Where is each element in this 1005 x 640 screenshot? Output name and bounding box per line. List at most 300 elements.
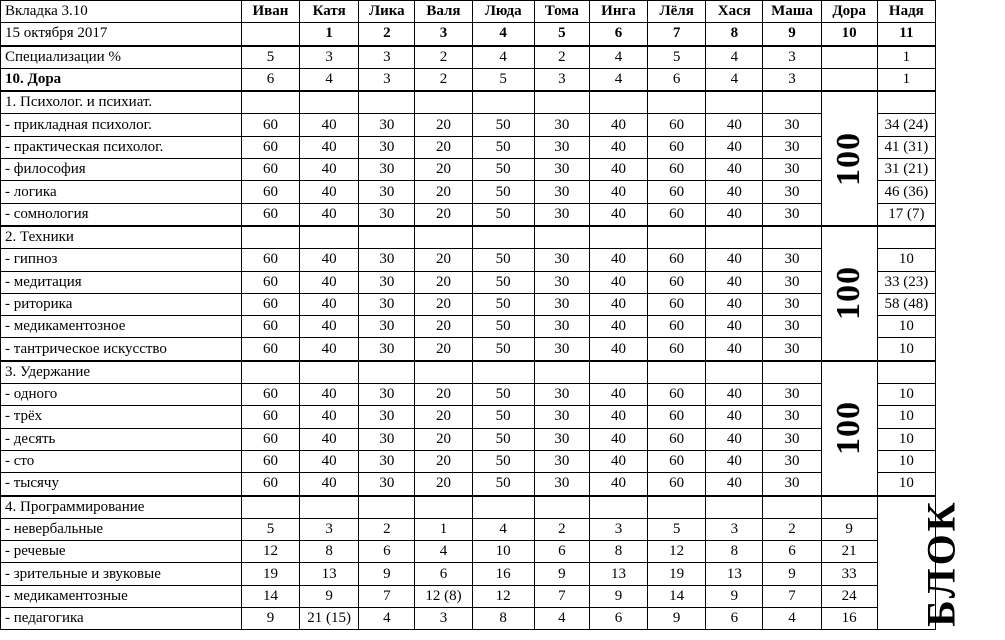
value-cell: 14 [648,585,706,607]
value-cell: 40 [589,450,647,472]
number-cell: 7 [648,23,706,46]
value-cell: 40 [706,203,763,226]
value-cell: 7 [359,585,415,607]
value-cell: 60 [241,406,299,428]
number-cell: 3 [415,23,472,46]
value-cell: 3 [300,518,359,540]
value-cell: 30 [534,249,589,271]
value-cell: 30 [763,159,821,181]
empty-cell [300,496,359,519]
value-cell: 40 [706,249,763,271]
empty-cell [359,226,415,249]
value-cell: 30 [359,450,415,472]
value-cell: 60 [241,136,299,158]
value-cell: 40 [706,428,763,450]
value-cell: 3 [415,608,472,630]
value-cell: 6 [534,541,589,563]
dora-value: 5 [472,68,534,91]
value-cell: 3 [589,518,647,540]
number-cell: 2 [359,23,415,46]
number-cell: 9 [763,23,821,46]
value-cell: 4 [472,518,534,540]
value-cell: 30 [359,473,415,496]
value-cell: 6 [589,608,647,630]
row-label: - одного [1,384,242,406]
value-cell: 5 [241,518,299,540]
value-cell: 60 [648,271,706,293]
value-cell: 30 [359,293,415,315]
value-cell: 40 [300,473,359,496]
value-cell: 16 [821,608,877,630]
name-cell: Валя [415,1,472,23]
row-label: - практическая психолог. [1,136,242,158]
section-title-row [1,91,936,114]
value-cell: 40 [300,114,359,136]
value-cell: 9 [300,585,359,607]
value-cell: 30 [763,450,821,472]
value-cell: 60 [241,450,299,472]
merged-label: 100 [830,266,868,321]
section-title-row [1,496,936,519]
value-cell: 40 [589,159,647,181]
row-label: - десять [1,428,242,450]
value-cell: 50 [472,159,534,181]
spec-value: 4 [589,46,647,69]
empty-cell [877,361,935,384]
row-label: - педагогика [1,608,242,630]
value-cell: 40 [589,384,647,406]
row-label: - сто [1,450,242,472]
name-cell: Хася [706,1,763,23]
value-cell: 2 [359,518,415,540]
row-label: - гипноз [1,249,242,271]
value-cell: 30 [359,181,415,203]
value-cell: 50 [472,428,534,450]
value-cell-last: 10 [877,384,935,406]
value-cell: 9 [241,608,299,630]
row-label: - философия [1,159,242,181]
value-cell: 5 [648,518,706,540]
value-cell: 30 [359,428,415,450]
value-cell-last: 34 (24) [877,114,935,136]
value-cell: 40 [706,450,763,472]
row-label: - медикаментозные [1,585,242,607]
dora-value: 4 [300,68,359,91]
value-cell: 60 [648,159,706,181]
value-cell: 1 [415,518,472,540]
name-cell: Надя [877,1,935,23]
value-cell: 4 [359,608,415,630]
value-cell: 60 [241,114,299,136]
value-cell: 30 [359,136,415,158]
empty-cell [300,361,359,384]
value-cell: 50 [472,406,534,428]
value-cell: 40 [589,203,647,226]
value-cell: 13 [300,563,359,585]
merged-100-cell [821,361,877,496]
value-cell: 40 [706,338,763,361]
table-row [1,473,936,496]
spec-value: 2 [534,46,589,69]
number-cell: 5 [534,23,589,46]
value-cell: 20 [415,249,472,271]
section-title-row [1,226,936,249]
dora-value: 3 [359,68,415,91]
row-label: - невербальные [1,518,242,540]
empty-cell [534,226,589,249]
empty-cell [472,361,534,384]
empty-cell [534,91,589,114]
value-cell: 60 [648,384,706,406]
empty-cell [300,226,359,249]
value-cell: 40 [706,293,763,315]
value-cell: 20 [415,136,472,158]
value-cell: 30 [763,271,821,293]
value-cell: 50 [472,316,534,338]
table-row [1,608,936,630]
name-cell: Иван [241,1,299,23]
empty-cell [472,91,534,114]
value-cell: 24 [821,585,877,607]
value-cell: 60 [648,181,706,203]
value-cell: 40 [300,428,359,450]
value-cell: 30 [534,293,589,315]
value-cell: 60 [241,473,299,496]
empty-cell [648,496,706,519]
empty-cell [648,226,706,249]
value-cell: 12 [241,541,299,563]
value-cell: 6 [706,608,763,630]
empty-cell [472,496,534,519]
value-cell: 30 [763,338,821,361]
value-cell: 40 [589,428,647,450]
row-label: - тысячу [1,473,242,496]
value-cell: 30 [534,384,589,406]
value-cell: 20 [415,338,472,361]
value-cell: 40 [589,316,647,338]
row-label: - медитация [1,271,242,293]
value-cell: 30 [763,406,821,428]
value-cell: 40 [300,384,359,406]
value-cell: 9 [648,608,706,630]
section-title-row [1,361,936,384]
value-cell: 9 [359,563,415,585]
value-cell: 40 [300,406,359,428]
spec-value: 4 [706,46,763,69]
number-cell: 11 [877,23,935,46]
table-row [1,293,936,315]
value-cell-last: 10 [877,406,935,428]
value-cell: 50 [472,203,534,226]
value-cell: 40 [706,271,763,293]
value-cell: 9 [763,563,821,585]
value-cell: 40 [589,293,647,315]
number-cell: 6 [589,23,647,46]
spec-label: Специализации % [1,46,242,69]
value-cell: 12 (8) [415,585,472,607]
value-cell-last: 10 [877,316,935,338]
spec-value: 1 [877,46,935,69]
value-cell: 3 [706,518,763,540]
value-cell: 50 [472,473,534,496]
spec-row [1,46,936,69]
value-cell-last: 46 (36) [877,181,935,203]
value-cell: 33 [821,563,877,585]
value-cell: 60 [241,293,299,315]
value-cell-last: 10 [877,473,935,496]
value-cell: 40 [300,249,359,271]
value-cell: 60 [241,159,299,181]
value-cell: 60 [241,428,299,450]
value-cell: 30 [534,159,589,181]
spec-value: 5 [241,46,299,69]
value-cell: 40 [706,384,763,406]
value-cell: 4 [534,608,589,630]
table-row [1,181,936,203]
name-cell: Дора [821,1,877,23]
value-cell: 40 [300,293,359,315]
table-row [1,541,936,563]
empty-cell [534,361,589,384]
value-cell: 40 [589,114,647,136]
value-cell: 40 [706,473,763,496]
value-cell: 20 [415,450,472,472]
value-cell: 20 [415,473,472,496]
value-cell: 30 [763,181,821,203]
value-cell: 4 [763,608,821,630]
value-cell: 30 [359,203,415,226]
table-row [1,585,936,607]
value-cell: 60 [241,338,299,361]
table-row [1,114,936,136]
value-cell: 30 [534,203,589,226]
value-cell-last: 17 (7) [877,203,935,226]
value-cell: 12 [648,541,706,563]
value-cell: 40 [589,136,647,158]
empty-cell [300,91,359,114]
table-row [1,338,936,361]
value-cell: 21 (15) [300,608,359,630]
dora-value: 3 [763,68,821,91]
number-cell: 10 [821,23,877,46]
spec-value: 2 [415,46,472,69]
value-cell-last: 10 [877,428,935,450]
value-cell: 50 [472,136,534,158]
value-cell: 9 [821,518,877,540]
value-cell: 30 [763,114,821,136]
empty-cell [359,361,415,384]
merged-label: 100 [830,131,868,186]
value-cell: 2 [763,518,821,540]
empty-cell [415,361,472,384]
value-cell: 40 [300,136,359,158]
empty-cell [589,361,647,384]
value-cell: 40 [300,181,359,203]
value-cell-last: 10 [877,450,935,472]
value-cell: 30 [763,293,821,315]
value-cell: 60 [241,384,299,406]
value-cell: 7 [534,585,589,607]
spec-value: 3 [300,46,359,69]
row-label: - зрительные и звуковые [1,563,242,585]
table-row [1,406,936,428]
number-cell: 1 [300,23,359,46]
merged-label: 100 [830,401,868,456]
table-row [1,384,936,406]
empty-cell [415,226,472,249]
row-label: - риторика [1,293,242,315]
spec-value: 5 [648,46,706,69]
value-cell: 30 [534,428,589,450]
value-cell: 40 [589,249,647,271]
value-cell: 8 [706,541,763,563]
empty-cell [589,226,647,249]
value-cell: 30 [534,406,589,428]
value-cell: 40 [706,159,763,181]
row-label: - тантрическое искусство [1,338,242,361]
section-title: 4. Программирование [1,496,242,519]
name-cell: Маша [763,1,821,23]
dora-value [821,68,877,91]
row-label: - речевые [1,541,242,563]
name-cell: Люда [472,1,534,23]
value-cell: 30 [763,473,821,496]
value-cell: 19 [241,563,299,585]
value-cell: 40 [589,473,647,496]
empty-cell [763,91,821,114]
table-row [1,249,936,271]
value-cell: 2 [534,518,589,540]
empty-cell [589,91,647,114]
value-cell: 30 [534,338,589,361]
value-cell: 40 [589,181,647,203]
value-cell: 14 [241,585,299,607]
number-cell: 4 [472,23,534,46]
value-cell: 20 [415,181,472,203]
value-cell: 50 [472,249,534,271]
row-label: - прикладная психолог. [1,114,242,136]
empty-cell [534,496,589,519]
section-title: 2. Техники [1,226,242,249]
spec-value: 3 [763,46,821,69]
value-cell: 40 [706,406,763,428]
value-cell-last: 41 (31) [877,136,935,158]
value-cell-last: 31 (21) [877,159,935,181]
value-cell: 4 [415,541,472,563]
dora-value: 6 [648,68,706,91]
value-cell: 6 [415,563,472,585]
empty-cell [241,496,299,519]
value-cell: 40 [300,338,359,361]
merged-100-cell [821,226,877,361]
value-cell: 60 [648,338,706,361]
value-cell: 30 [359,406,415,428]
spec-value: 4 [472,46,534,69]
value-cell: 30 [534,136,589,158]
value-cell: 30 [534,114,589,136]
value-cell: 6 [763,541,821,563]
value-cell: 60 [648,114,706,136]
value-cell: 30 [534,473,589,496]
table-row [1,450,936,472]
value-cell: 20 [415,406,472,428]
value-cell: 40 [706,316,763,338]
value-cell: 60 [241,249,299,271]
empty-cell [877,226,935,249]
value-cell: 30 [534,316,589,338]
dora-value: 1 [877,68,935,91]
dora-value: 6 [241,68,299,91]
table-row [1,136,936,158]
empty-cell [706,496,763,519]
value-cell: 50 [472,271,534,293]
value-cell: 7 [763,585,821,607]
value-cell: 30 [359,249,415,271]
date-label: 15 октября 2017 [1,23,242,46]
value-cell: 20 [415,271,472,293]
row-label: - медикаментозное [1,316,242,338]
dora-value: 4 [589,68,647,91]
value-cell: 60 [648,136,706,158]
value-cell: 60 [648,203,706,226]
value-cell: 60 [648,316,706,338]
number-cell [241,23,299,46]
empty-cell [763,496,821,519]
empty-cell [877,91,935,114]
empty-cell [472,226,534,249]
value-cell: 30 [763,384,821,406]
name-cell: Лика [359,1,415,23]
value-cell: 13 [589,563,647,585]
value-cell: 30 [763,136,821,158]
value-cell: 6 [359,541,415,563]
value-cell: 30 [534,450,589,472]
value-cell: 40 [589,271,647,293]
value-cell: 60 [648,406,706,428]
value-cell: 40 [300,159,359,181]
name-cell: Лёля [648,1,706,23]
value-cell: 30 [763,249,821,271]
value-cell: 40 [300,316,359,338]
value-cell: 50 [472,450,534,472]
header-row-names [1,1,936,23]
value-cell: 20 [415,159,472,181]
value-cell-last: 33 (23) [877,271,935,293]
value-cell: 60 [648,450,706,472]
value-cell: 30 [763,316,821,338]
row-label: - логика [1,181,242,203]
value-cell: 10 [472,541,534,563]
merged-100-cell [821,91,877,226]
value-cell-last: 10 [877,249,935,271]
empty-cell [648,361,706,384]
value-cell: 20 [415,293,472,315]
value-cell: 40 [589,406,647,428]
value-cell: 12 [472,585,534,607]
value-cell: 50 [472,338,534,361]
value-cell: 60 [648,293,706,315]
empty-cell [241,226,299,249]
value-cell: 8 [300,541,359,563]
spec-value: 3 [359,46,415,69]
empty-cell [706,226,763,249]
spec-value [821,46,877,69]
table-row [1,271,936,293]
value-cell: 8 [589,541,647,563]
merged-label: БЛОК [918,499,964,627]
table-row [1,518,936,540]
value-cell: 50 [472,384,534,406]
